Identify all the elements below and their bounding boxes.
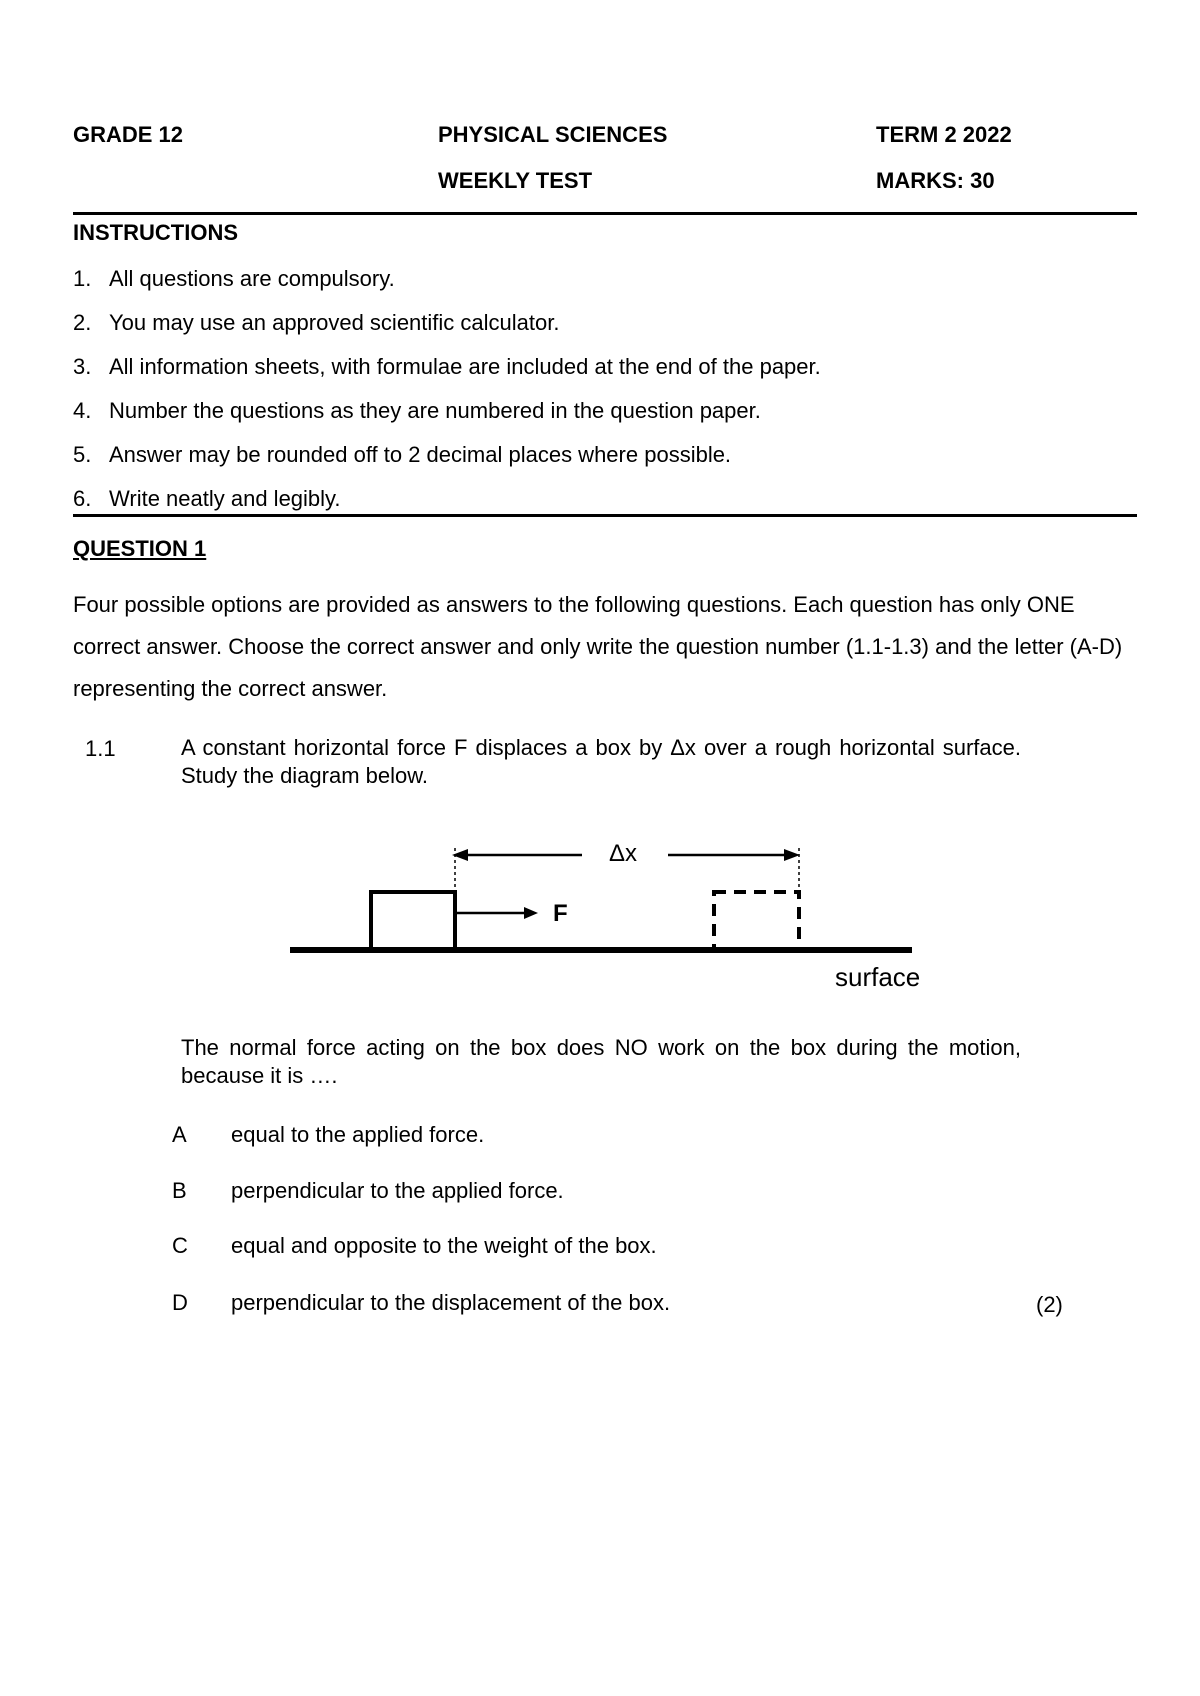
- instruction-text: Write neatly and legibly.: [109, 486, 341, 511]
- term-label: TERM 2 2022: [876, 122, 1012, 147]
- instruction-text: All questions are compulsory.: [109, 266, 395, 291]
- instruction-text: Answer may be rounded off to 2 decimal places where possible.: [109, 442, 732, 467]
- option-text: perpendicular to the applied force.: [231, 1178, 564, 1203]
- final-box-dashed: [714, 892, 799, 949]
- option-letter: D: [172, 1290, 188, 1315]
- displacement-label: Δx: [608, 840, 638, 867]
- question-number: 1.1: [85, 736, 116, 761]
- instruction-number: 2.: [73, 310, 92, 335]
- option-letter: A: [172, 1122, 187, 1147]
- subject-label: PHYSICAL SCIENCES: [438, 122, 668, 147]
- option-text: equal and opposite to the weight of the box.: [231, 1233, 657, 1258]
- instruction-number: 5.: [73, 442, 92, 467]
- initial-box: [371, 892, 455, 949]
- force-arrowhead: [524, 907, 538, 919]
- test-type-label: WEEKLY TEST: [438, 168, 593, 193]
- option-letter: B: [172, 1178, 187, 1203]
- instruction-number: 1.: [73, 266, 92, 291]
- instruction-number: 4.: [73, 398, 92, 423]
- option-letter: C: [172, 1233, 188, 1258]
- instruction-text: All information sheets, with formulae are included at the end of the paper.: [109, 354, 821, 379]
- force-label: F: [553, 900, 568, 927]
- question-intro: Four possible options are provided as answers to the following questions. Each question has only ONE correct answer. Choose the correct answer and only write the question number (1.1-1.3) and the letter (A-D) representing the correct answer.: [73, 592, 1123, 701]
- option-text: equal to the applied force.: [231, 1122, 485, 1147]
- instruction-text: You may use an approved scientific calculator.: [109, 310, 560, 335]
- option-text: perpendicular to the displacement of the box.: [231, 1290, 671, 1315]
- instruction-text: Number the questions as they are numbered in the question paper.: [109, 398, 761, 423]
- instruction-number: 6.: [73, 486, 92, 511]
- question-stem: A constant horizontal force F displaces a box by Δx over a rough horizontal surface. Study the diagram below.: [181, 735, 1021, 788]
- instructions-heading: INSTRUCTIONS: [73, 220, 238, 245]
- instruction-number: 3.: [73, 354, 92, 379]
- question-marks: (2): [1036, 1292, 1063, 1317]
- question-title: QUESTION 1: [73, 536, 207, 561]
- question-follow-up: The normal force acting on the box does NO work on the box during the motion, because it is ….: [181, 1035, 1021, 1088]
- marks-label: MARKS: 30: [876, 168, 995, 193]
- grade-label: GRADE 12: [73, 122, 184, 147]
- surface-label: surface: [835, 962, 921, 992]
- displacement-arrowhead-right: [784, 849, 800, 861]
